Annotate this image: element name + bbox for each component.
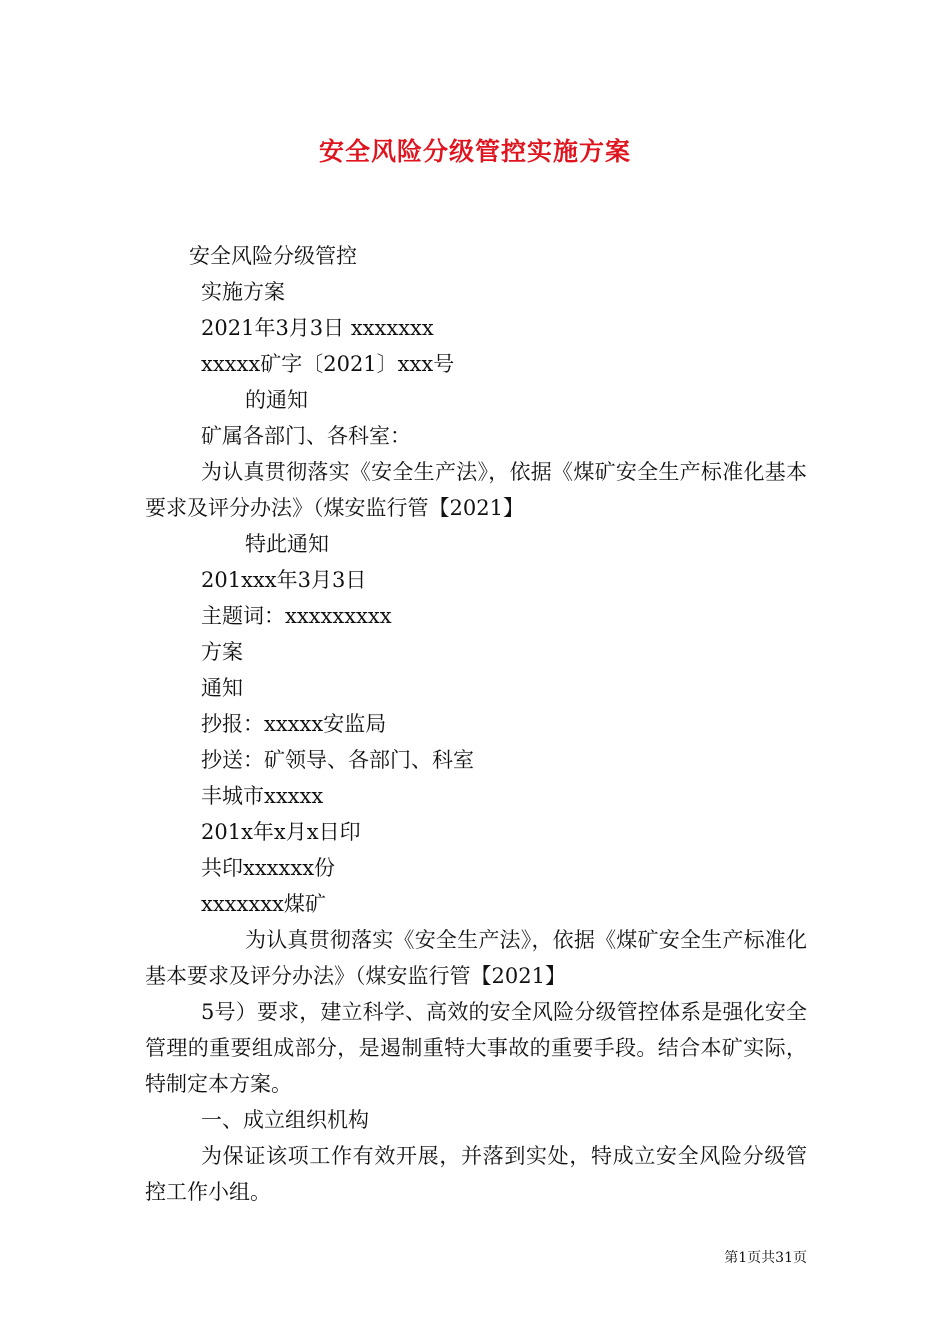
- paragraph: 为认真贯彻落实《安全生产法》，依据《煤矿安全生产标准化基本要求及评分办法》（煤安监行管【2021】: [145, 928, 807, 988]
- paragraph: 5号）要求，建立科学、高效的安全风险分级管控体系是强化安全管理的重要组成部分，是遏制重特大事故的重要手段。结合本矿实际，特制定本方案。: [145, 1000, 807, 1096]
- text-line: 抄送：矿领导、各部门、科室: [201, 748, 474, 772]
- text-line: 抄报：xxxxx安监局: [201, 712, 387, 736]
- document-title: 安全风险分级管控实施方案: [318, 137, 631, 166]
- text-line: 的通知: [245, 388, 308, 412]
- paragraph: 为认真贯彻落实《安全生产法》，依据《煤矿安全生产标准化基本要求及评分办法》（煤安监行管【2021】: [145, 460, 807, 520]
- text-line: 实施方案: [201, 280, 285, 304]
- text-line: 共印xxxxxx份: [201, 856, 336, 880]
- page-number: 第1页共31页: [724, 1250, 807, 1266]
- text-line: 201xxx年3月3日: [201, 568, 367, 592]
- text-line: 方案: [201, 640, 243, 664]
- text-line: 丰城市xxxxx: [201, 784, 324, 808]
- section-heading: 一、成立组织机构: [201, 1108, 369, 1132]
- text-line: 安全风险分级管控: [189, 244, 357, 268]
- text-line: 2021年3月3日 xxxxxxx: [201, 316, 434, 340]
- text-line: 201x年x月x日印: [201, 820, 361, 844]
- paragraph: 为保证该项工作有效开展，并落到实处，特成立安全风险分级管控工作小组。: [145, 1144, 807, 1204]
- text-line: xxxxx矿字〔2021〕xxx号: [201, 352, 455, 376]
- text-line: 主题词：xxxxxxxxx: [201, 604, 392, 628]
- text-line: xxxxxxx煤矿: [201, 892, 326, 916]
- document-body: [145, 238, 807, 1210]
- text-line: 通知: [201, 676, 243, 700]
- text-line: 特此通知: [245, 532, 329, 556]
- text-line: 矿属各部门、各科室：: [201, 424, 411, 448]
